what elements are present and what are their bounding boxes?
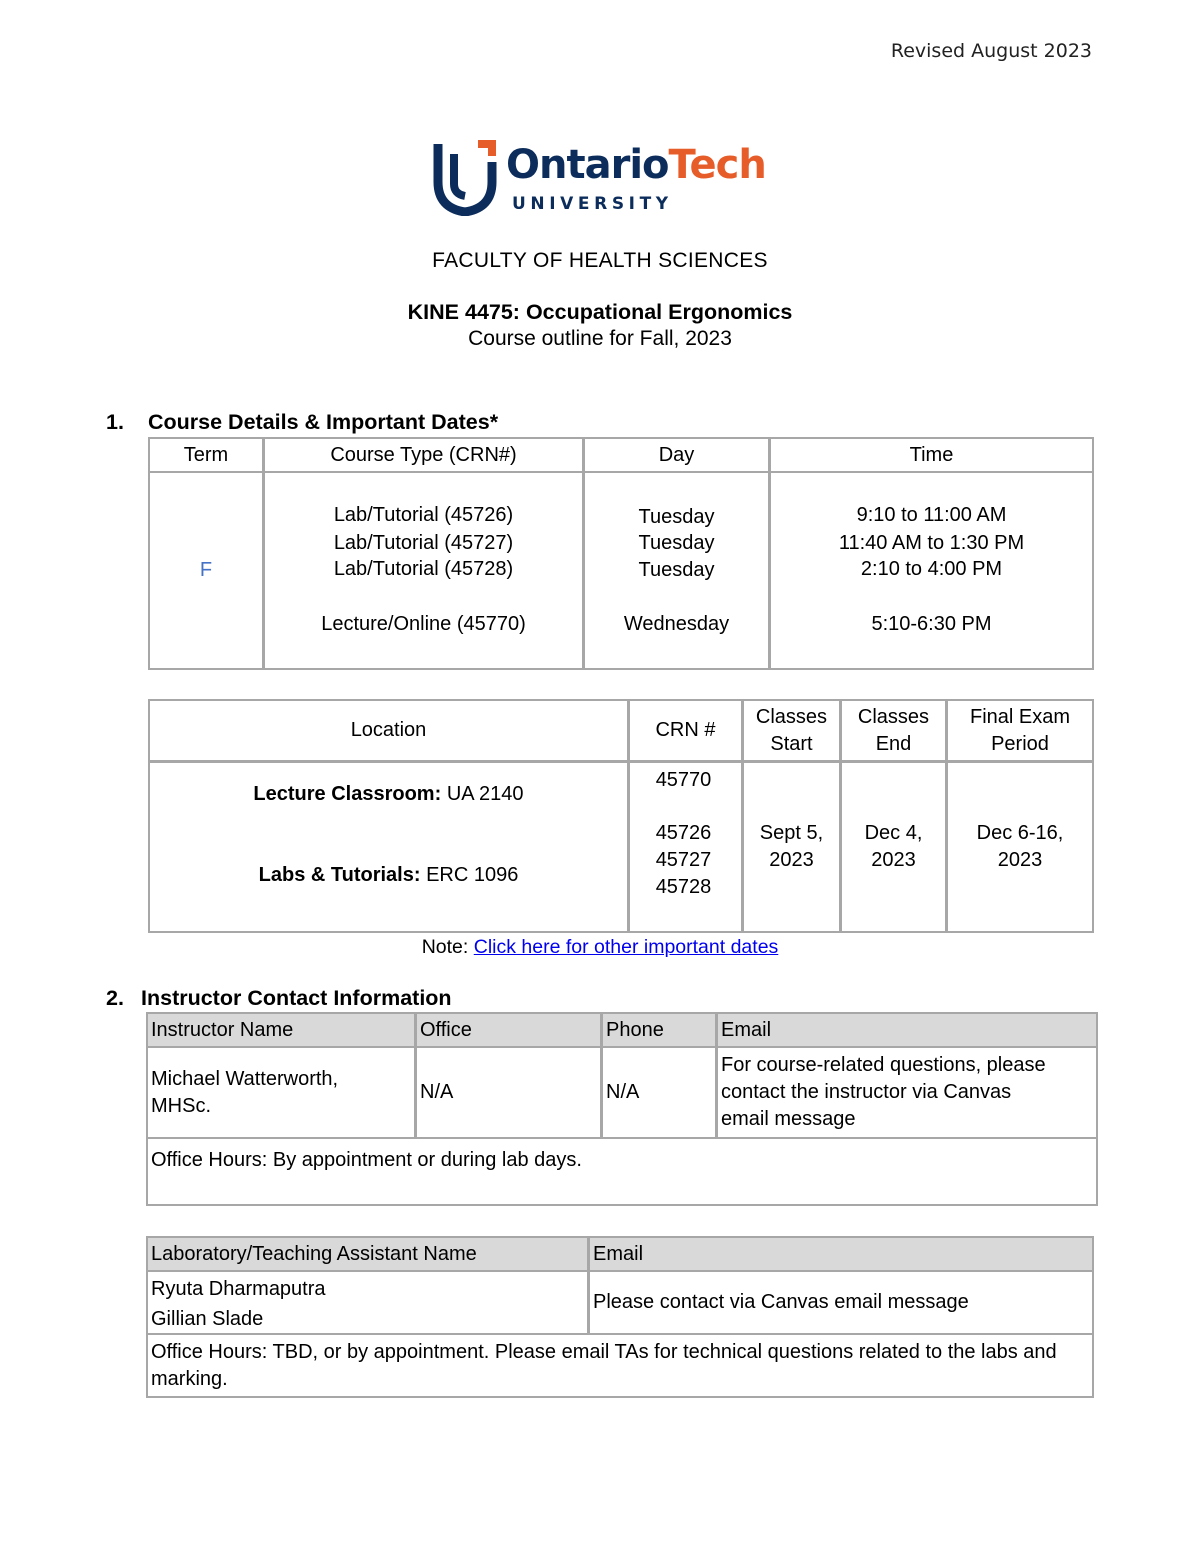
time-4: 5:10-6:30 PM (871, 613, 992, 635)
header-course-type: Course Type (CRN#) (330, 443, 517, 466)
revised-date: Revised August 2023 (890, 40, 1092, 62)
instructor-email: For course-related questions, please contact the instructor via Canvas email message (721, 1054, 1046, 1130)
crn-lab-3: 45728 (655, 876, 712, 898)
instructor-phone: N/A (606, 1081, 640, 1103)
header-office: Office (420, 1018, 472, 1041)
ta-name-2: Gillian Slade (151, 1307, 264, 1330)
header-final-exam: Final Exam Period (969, 705, 1071, 755)
day-1: Tuesday (638, 506, 715, 528)
course-type-2: Lab/Tutorial (45727) (333, 532, 514, 554)
course-type-4: Lecture/Online (45770) (321, 613, 526, 635)
instructor-office: N/A (420, 1081, 454, 1103)
section-1-number: 1. (106, 410, 124, 434)
day-2: Tuesday (638, 532, 715, 554)
header-ta-name: Laboratory/Teaching Assistant Name (151, 1242, 477, 1265)
header-crn: CRN # (655, 719, 716, 741)
section-2-number: 2. (106, 986, 124, 1010)
crn-lecture: 45770 (655, 769, 712, 791)
university-shield-icon (432, 138, 498, 216)
labs-tutorials-room: ERC 1096 (420, 863, 519, 886)
section-2-heading (106, 986, 806, 1014)
header-instructor-name: Instructor Name (151, 1018, 294, 1041)
note-prefix: Note: (421, 936, 474, 958)
course-title: KINE 4475: Occupational Ergonomics (407, 300, 793, 324)
section-1-title: Course Details & Important Dates* (148, 410, 499, 434)
crn-lab-1: 45726 (655, 822, 712, 844)
term-value: F (199, 559, 213, 581)
labs-tutorials-label: Labs & Tutorials: (258, 863, 421, 886)
classes-end-date: Dec 4, 2023 (864, 822, 923, 871)
header-day: Day (658, 443, 695, 466)
header-email: Email (721, 1018, 772, 1041)
section-2-title: Instructor Contact Information (141, 986, 452, 1010)
ta-email: Please contact via Canvas email message (593, 1291, 969, 1313)
time-1: 9:10 to 11:00 AM (856, 504, 1007, 526)
course-type-1: Lab/Tutorial (45726) (333, 504, 514, 526)
header-location: Location (350, 719, 427, 741)
important-dates-link[interactable]: Click here for other important dates (473, 936, 779, 958)
header-ta-email: Email (593, 1242, 644, 1265)
header-term: Term (183, 443, 229, 466)
instructor-office-hours: Office Hours: By appointment or during lab days. (151, 1148, 582, 1171)
header-time: Time (909, 443, 954, 466)
day-3: Tuesday (638, 559, 715, 581)
course-subtitle: Course outline for Fall, 2023 (468, 327, 732, 350)
lecture-classroom-room: UA 2140 (441, 782, 524, 805)
header-phone: Phone (606, 1018, 664, 1041)
time-2: 11:40 AM to 1:30 PM (838, 532, 1025, 554)
labs-tutorials (150, 861, 627, 889)
ta-name-1: Ryuta Dharmaputra (151, 1277, 326, 1300)
day-4: Wednesday (623, 613, 730, 635)
course-type-3: Lab/Tutorial (45728) (333, 558, 514, 580)
logo-word-ontario: Ontario (506, 142, 669, 188)
faculty-name: FACULTY OF HEALTH SCIENCES (432, 249, 768, 272)
section-1-heading (106, 410, 806, 438)
header-classes-end: Classes End (857, 705, 930, 755)
important-dates-note (0, 936, 1200, 959)
instructor-name: Michael Watterworth, MHSc. (151, 1067, 339, 1117)
ta-office-hours: Office Hours: TBD, or by appointment. Please email TAs for technical questions related to the labs and marking. (151, 1341, 1057, 1390)
logo-word-tech: Tech (668, 142, 766, 188)
lecture-classroom-label: Lecture Classroom: (253, 782, 442, 805)
crn-lab-2: 45727 (655, 849, 712, 871)
final-exam-period: Dec 6-16, 2023 (976, 822, 1064, 871)
time-3: 2:10 to 4:00 PM (860, 558, 1003, 580)
lecture-classroom (150, 780, 627, 808)
logo-university: UNIVERSITY (512, 194, 673, 214)
classes-start-date: Sept 5, 2023 (759, 822, 824, 871)
ontario-tech-logo (432, 138, 772, 218)
header-classes-start: Classes Start (755, 705, 828, 755)
